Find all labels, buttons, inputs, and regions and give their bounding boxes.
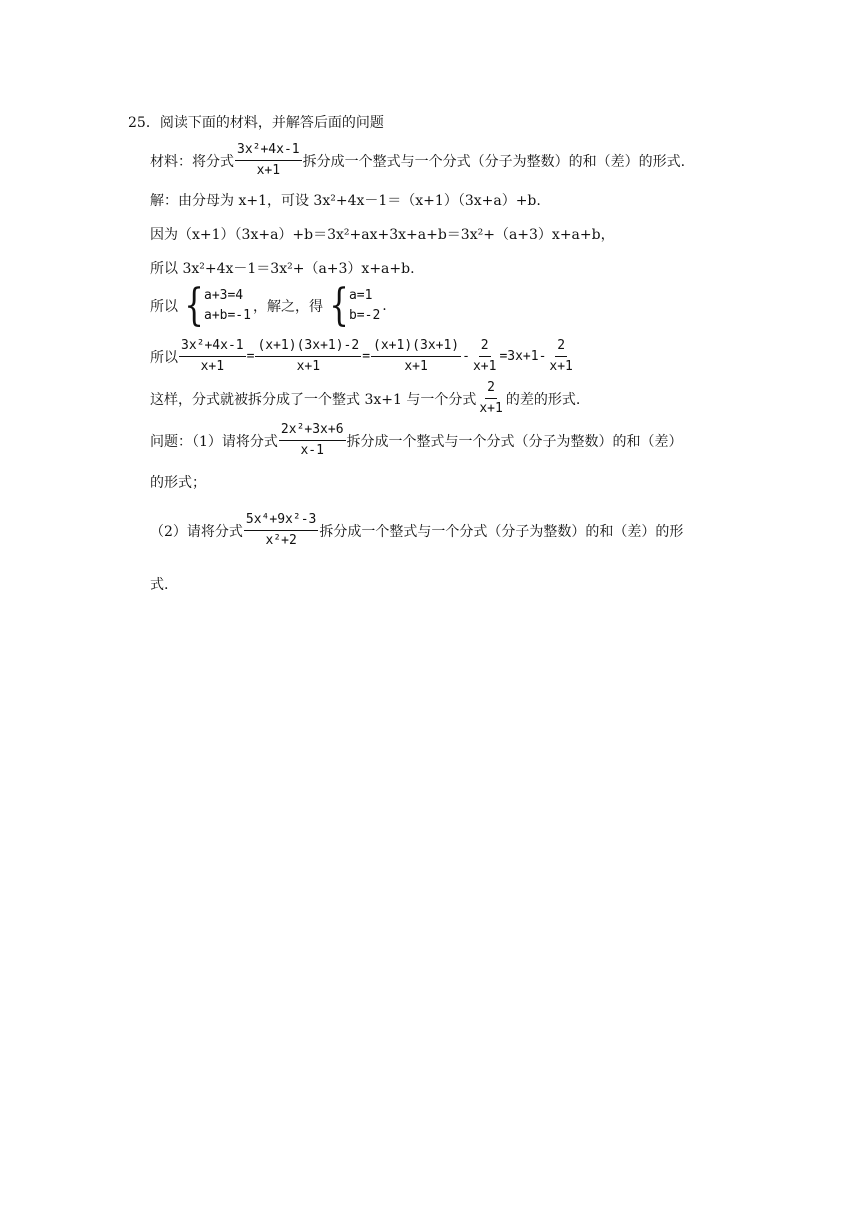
problem-number: 25． [128,115,160,131]
question-2-prefix: （2）请将分式 [150,523,243,540]
derivation-fraction-4 [471,338,498,375]
system-equation-2: a+b=-1 [204,308,251,323]
system-suffix: . [382,298,387,314]
fraction-denominator: x²+2 [265,533,297,548]
so-text: 所以 3x²+4x－1＝3x²+（a+3）x+a+b. [150,261,415,277]
left-brace-icon: { [184,280,204,331]
question-2-continuation-text: 式. [150,577,169,593]
fraction-numerator: 2 [485,380,497,399]
derivation-line [150,338,576,375]
solution-intro-text: 解：由分母为 x+1，可设 3x²+4x－1＝（x+1）（3x+a）+b. [150,193,541,209]
result-expression: =3x+1- [499,349,547,364]
problem-heading [128,112,384,132]
question-2-continuation [150,574,168,594]
material-fraction [235,142,302,179]
fraction-numerator: 2 [555,338,567,357]
derivation-fraction-5 [547,338,574,375]
solution-equation-1: a=1 [348,288,373,303]
fraction-numerator: 2x²+3x+6 [279,422,346,441]
question-1-continuation [150,472,206,492]
so-line [150,258,415,278]
material-suffix: 拆分成一个整式与一个分式（分子为整数）的和（差）的形式. [302,153,686,170]
solution-intro [150,190,541,210]
fraction-numerator: (x+1)(3x+1)-2 [255,338,361,357]
fraction-denominator: x+1 [296,359,321,374]
derivation-fraction-1 [179,338,246,375]
system-line [150,280,387,331]
material-line [150,142,685,179]
question-1-prefix: 问题：（1）请将分式 [150,433,278,450]
fraction-denominator: x+1 [404,359,428,374]
fraction-denominator: x+1 [200,359,225,374]
system-middle: ，解之，得 [252,299,323,315]
fraction-denominator: x+1 [549,359,573,374]
conclusion-prefix: 这样，分式就被拆分成了一个整式 3x+1 与一个分式 [150,391,477,408]
derivation-fraction-3 [371,338,461,375]
because-text: 因为（x+1）（3x+a）+b＝3x²+ax+3x+a+b＝3x²+（a+3）x+a+b， [150,227,615,243]
solution-system [325,280,381,331]
conclusion-suffix: 的差的形式. [505,391,581,408]
fraction-numerator: 3x²+4x-1 [179,338,246,357]
fraction-numerator: 5x⁴+9x²-3 [244,512,318,531]
fraction-denominator: x+1 [256,163,281,178]
question-1-line [150,422,683,459]
conclusion-line [150,380,580,417]
fraction-numerator: 2 [479,338,491,357]
equation-system [180,280,251,331]
fraction-denominator: x+1 [472,359,497,374]
question-2-line [150,512,683,549]
system-prefix: 所以 [150,299,178,315]
fraction-denominator: x+1 [479,401,503,416]
left-brace-icon: { [329,280,349,331]
conclusion-fraction [477,380,504,417]
material-prefix: 材料：将分式 [150,153,234,170]
fraction-denominator: x-1 [300,443,324,458]
equals-sign: = [246,349,255,364]
system-equation-1: a+3=4 [204,288,244,303]
solution-equation-2: b=-2 [348,308,381,323]
minus-sign: - [462,349,470,364]
derivation-prefix: 所以 [150,349,178,366]
derivation-fraction-2 [255,338,361,375]
question-2-fraction [244,512,318,549]
question-1-fraction [279,422,346,459]
question-2-suffix: 拆分成一个整式与一个分式（分子为整数）的和（差）的形 [319,523,684,540]
problem-title: 阅读下面的材料，并解答后面的问题 [159,115,384,131]
fraction-numerator: 3x²+4x-1 [235,142,302,161]
question-1-continuation-text: 的形式； [150,475,206,491]
question-1-suffix: 拆分成一个整式与一个分式（分子为整数）的和（差） [346,433,683,450]
equals-sign: = [362,349,371,364]
because-line [150,224,615,244]
fraction-numerator: (x+1)(3x+1) [371,338,461,357]
